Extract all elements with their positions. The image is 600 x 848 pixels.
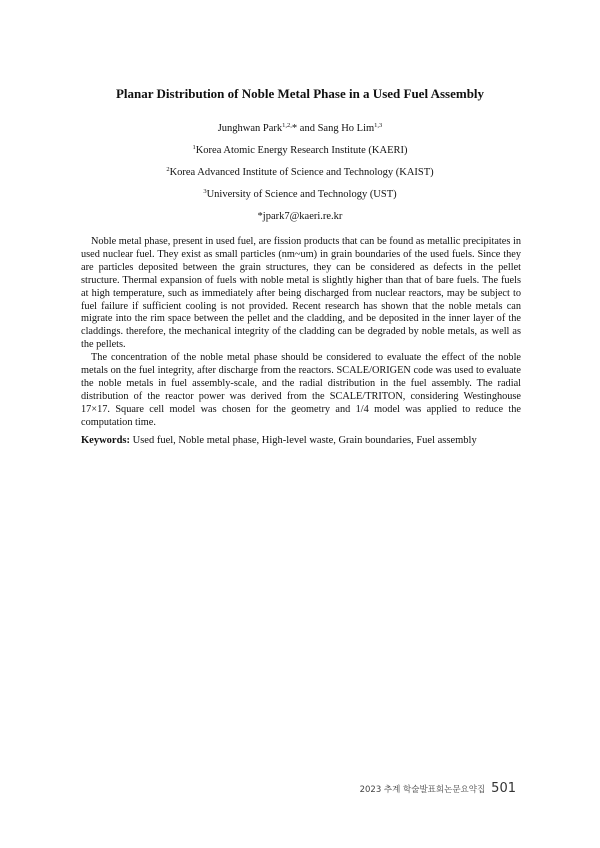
page-number: 501: [491, 781, 516, 796]
affiliation-text: University of Science and Technology (UST): [206, 189, 397, 200]
affiliation-superscript: 2: [166, 166, 170, 173]
paragraph: Noble metal phase, present in used fuel, are fission products that can be found as metallic precipitates in used nuclear fuel. They exist as small particles (nm~um) in grain boundaries of the used fuels. Since they are particles deposited between the grain structures, they can be considered as defects in the pellet structure. Thermal expansion of fuels with noble metal is slightly higher than that of bare fuels. The fuels at high temperature, such as immediately after being discharged from nuclear reactors, may be subject to fuel failure if sufficient cooling is not provided. Recent research has shown that the noble metals can migrate into the rim space between the pellet and the cladding, and be deposited in the inner layer of the claddings. therefore, the mechanical integrity of the cladding can be degraded by noble metals, as well as the pellets.: [81, 236, 521, 351]
author-line: [0, 121, 600, 136]
affiliation: [0, 143, 600, 158]
affiliation-text: Korea Atomic Energy Research Institute (KAERI): [195, 145, 408, 156]
author-superscript: 1,2,: [282, 122, 292, 129]
affiliation-superscript: 1: [192, 144, 196, 151]
author-name: Junghwan Park: [217, 123, 283, 134]
keywords-label: Keywords:: [81, 435, 130, 446]
author-superscript: 1,3: [374, 122, 383, 129]
paper-title: Planar Distribution of Noble Metal Phase in a Used Fuel Assembly: [115, 86, 485, 101]
corresponding-mark: * and: [291, 123, 318, 134]
author-name: Sang Ho Lim: [317, 123, 375, 134]
keywords-text: Used fuel, Noble metal phase, High-level waste, Grain boundaries, Fuel assembly: [130, 435, 477, 446]
affiliation-superscript: 3: [203, 188, 207, 195]
affiliation: [0, 187, 600, 202]
paragraph: The concentration of the noble metal phase should be considered to evaluate the effect of the noble metals on the fuel integrity, after discharge from the reactors. SCALE/ORIGEN code was used to evaluate the noble metals in fuel assembly-scale, and the radial distribution in the fuel assembly. The radial distribution of the reactor power was derived from the SCALE/TRITON, considering Westinghouse 17×17. Square cell model was chosen for the geometry and 1/4 model was applied to reduce the computation time.: [81, 352, 521, 428]
email: *jpark7@kaeri.re.kr: [257, 211, 343, 222]
page-footer: [360, 781, 516, 796]
affiliation-text: Korea Advanced Institute of Science and Technology (KAIST): [169, 167, 434, 178]
proceedings-name: 2023 추계 학술발표회논문요약집: [359, 785, 486, 795]
affiliation: [0, 165, 600, 180]
keywords: [81, 435, 521, 446]
abstract-body: [81, 236, 521, 430]
author-block: [0, 121, 600, 231]
